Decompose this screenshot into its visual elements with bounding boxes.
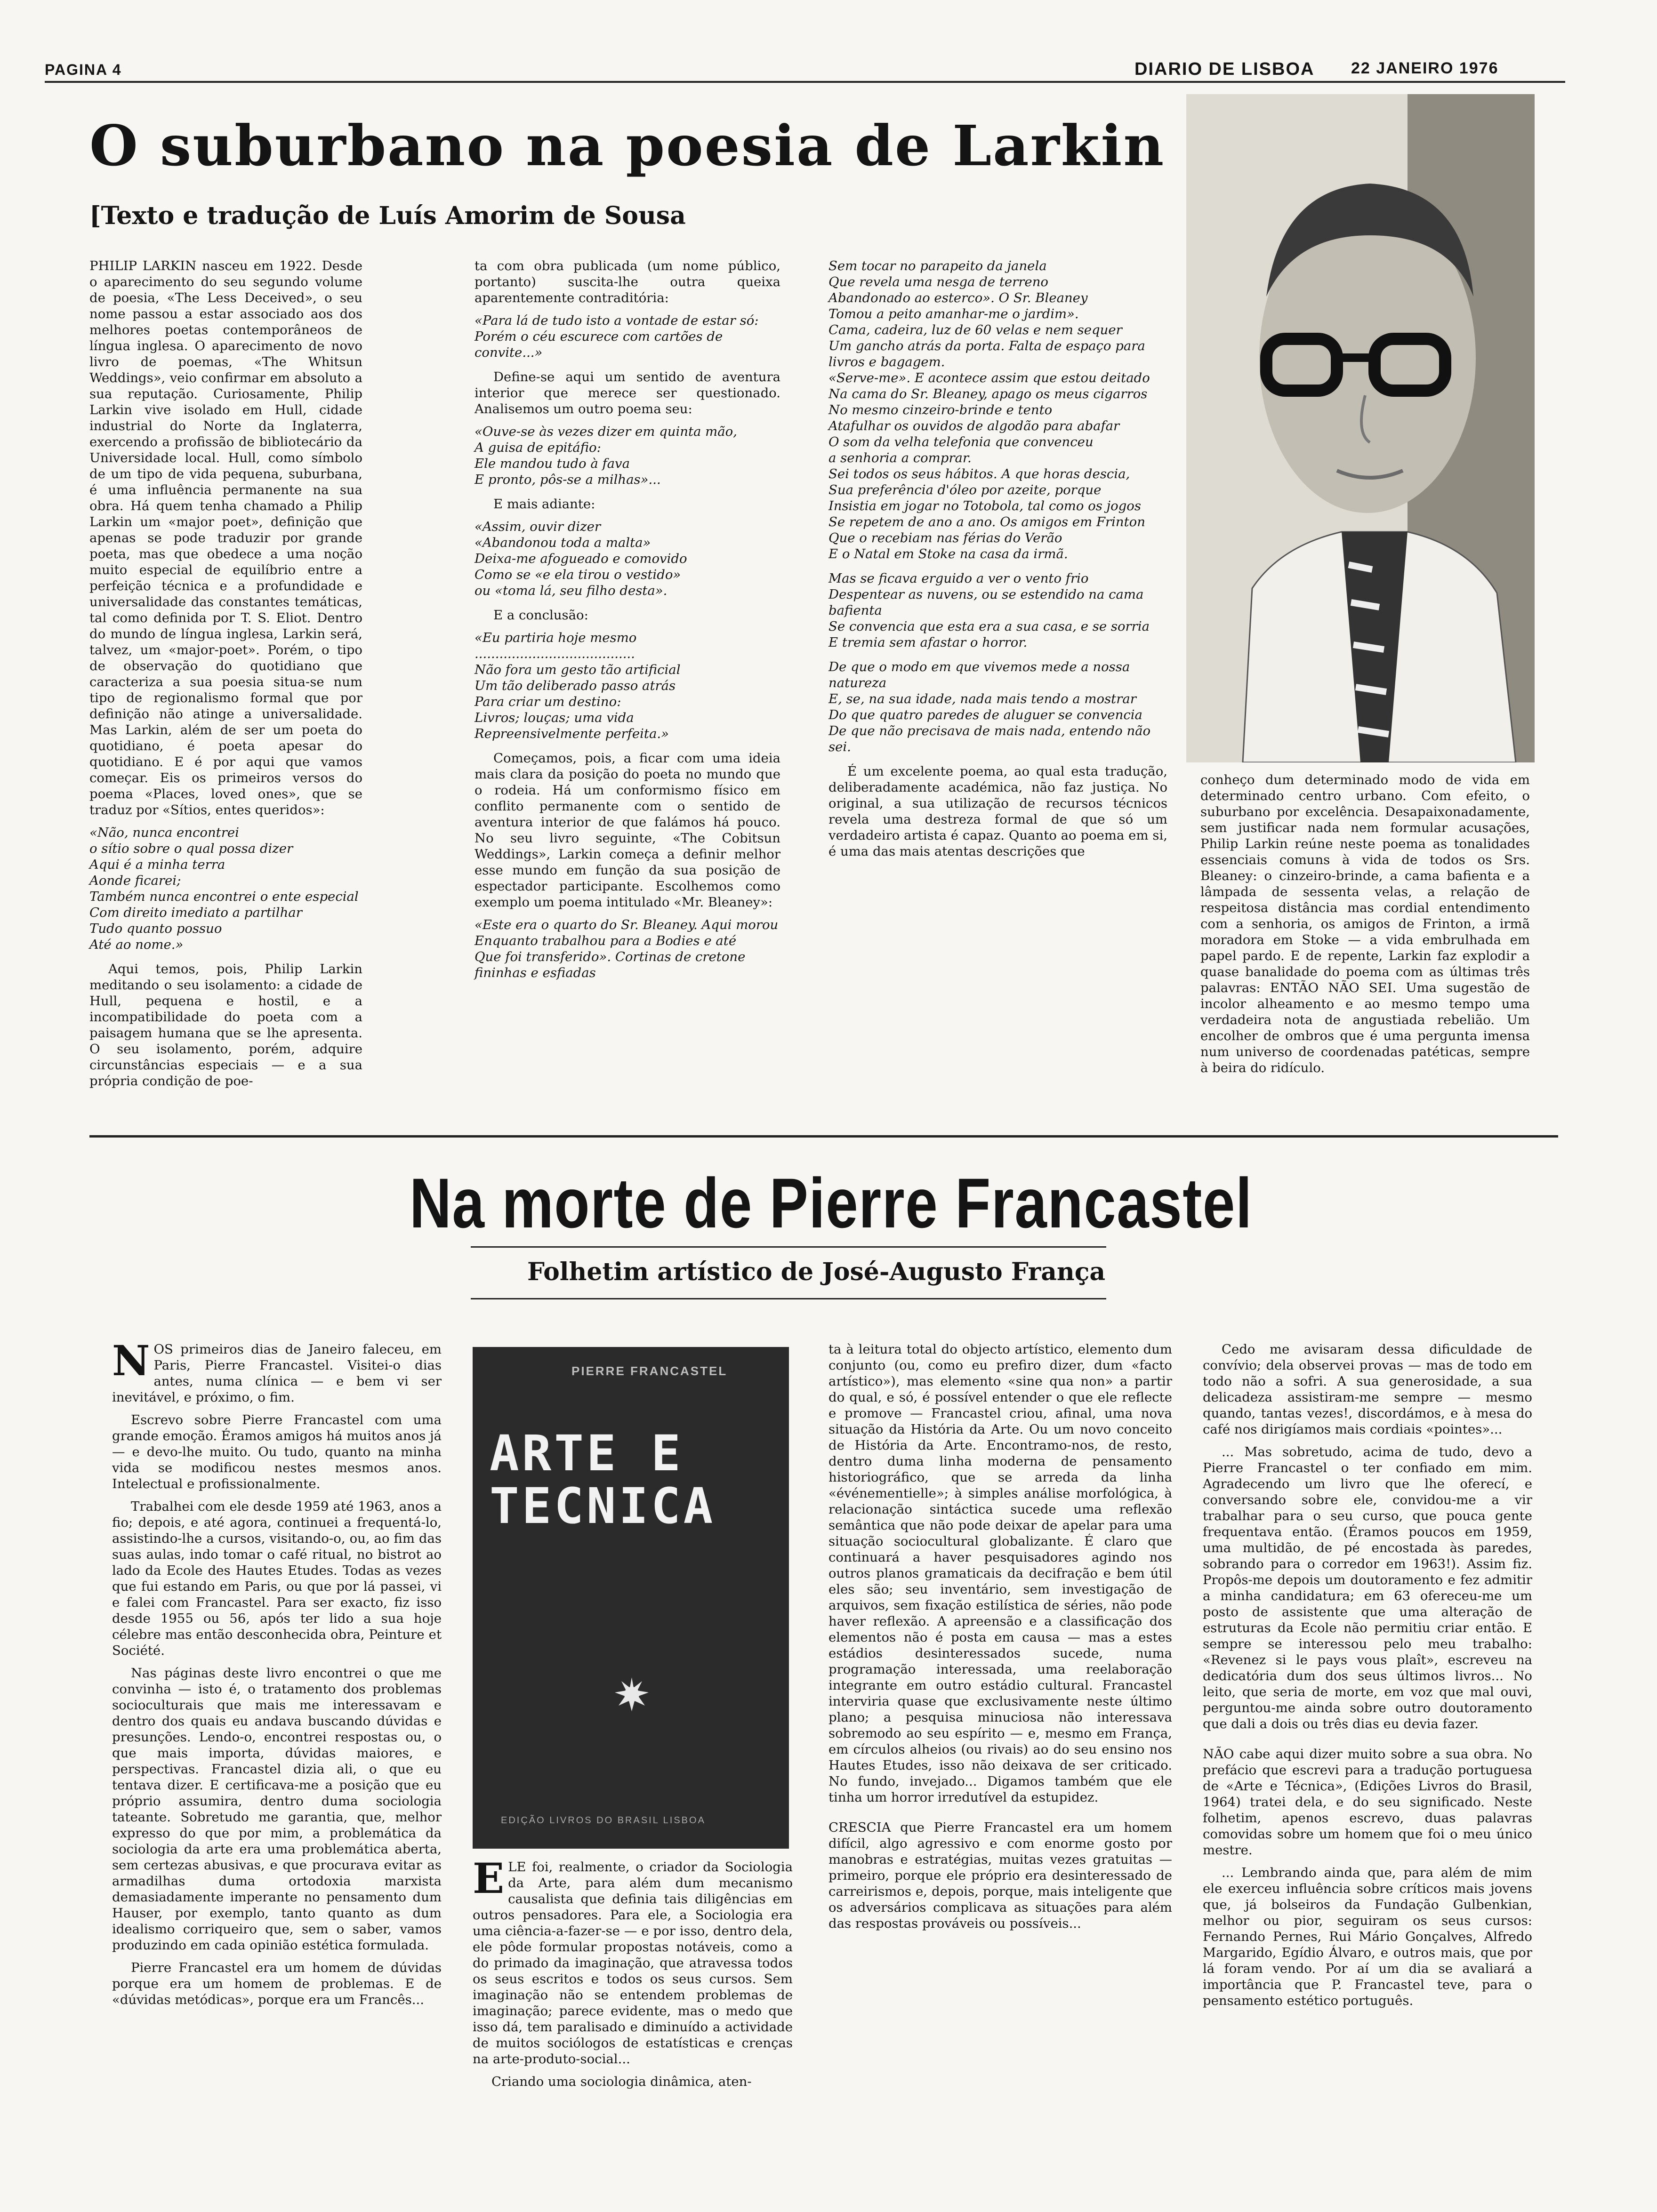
paragraph (112, 1336, 442, 1405)
book-cover-arte-e-tecnica (473, 1347, 789, 1849)
paragraph: Cedo me avisaram dessa dificuldade de convívio; dela observei provas — mas de todo em todo não a sofri. A sua generosidade, a sua delicadeza assistiram-me sempre — mesmo quando, tantas vezes!, discordámos, e à mesa do café nos dirigíamos mais cordiais «pointes»... (1203, 1342, 1532, 1437)
byline-rule-top (471, 1246, 1106, 1248)
paragraph: É um excelente poema, ao qual esta tradução, deliberadamente académica, não faz justiça. No original, a sua utilização de recursos técnicos revela uma destreza formal de que só um verdadeiro artista é capaz. Quanto ao poema em si, é uma das mais atentas descrições que (828, 764, 1167, 859)
paragraph: ... Lembrando ainda que, para além de mim ele exerceu influência sobre críticos mais jovens que, já bolseiros da Fundação Gulbenkian, melhor ou pior, seguiram os seus cursos: Fernando Pernes, Rui Mário Gonçalves, Alfredo Margarido, Egídio Álvaro, e outros mais, que por lá foram vendo. Por aí um dia se avaliará a importância que P. Francastel teve, para o pensamento estético português. (1203, 1865, 1532, 2008)
poem-excerpt: Sem tocar no parapeito da janela Que revela uma nesga de terreno Abandonado ao esterco». O Sr. Bleaney Tomou a peito amanhar-me o jardim». Cama, cadeira, luz de 60 velas e nem sequer Um gancho atrás da porta. Falta de espaço para livros e bagagem. «Serve-me». E acontece assim que estou deitado Na cama do Sr. Bleaney, apago os meus cigarros No mesmo cinzeiro-brinde e tento Atafulhar os ouvidos de algodão para abafar O som da velha telefonia que convenceu a senhoria a comprar. Sei todos os seus hábitos. A que horas descia, Sua preferência d'óleo por azeite, porque Insistia em jogar no Totobola, tal como os jogos Se repetem de ano a ano. Os amigos em Frinton Que o recebiam nas férias do Verão E o Natal em Stoke na casa da irmã. (828, 258, 1150, 561)
article2-title: Na morte de Pierre Francastel (410, 1163, 1253, 1242)
article2-column-3 (828, 1341, 1172, 1938)
header-rule (45, 81, 1565, 83)
ornament-emblem (614, 1676, 650, 1712)
article1-column-1 (89, 258, 362, 1096)
portrait-illustration (1186, 94, 1535, 762)
paragraph: E mais adiante: (493, 497, 595, 512)
article1-title: O suburbano na poesia de Larkin (89, 113, 1166, 178)
paragraph: Nas páginas deste livro encontrei o que me convinha — isto é, o tratamento dos problemas socioculturais que mais me interessavam e dentro dos quais eu andava buscando dúvidas e presunções. Lendo-o, encontrei respostas ou, o que mais importa, dúvidas maiores, e perspectivas. Francastel dizia ali, o que eu tentava dizer. E certificava-me a posição que eu próprio assumira, dentro duma sociologia tateante. Sobretudo me garantia, que, melhor expresso do que por mim, a problemática da sociologia da arte era uma problemática aberta, sem certezas abusivas, e que procurava evitar as armadilhas duma ortodoxia marxista demasiadamente imperante no pensamento dum Hauser, por exemplo, tanto quanto as dum idealismo corriqueiro que, sem o saber, vamos produzindo em cada opinião estética formulada. (112, 1666, 442, 1953)
paragraph: Criando uma sociologia dinâmica, aten- (491, 2074, 752, 2089)
article2-column-2 (473, 1854, 793, 2096)
issue-date: 22 JANEIRO 1976 (1351, 59, 1499, 77)
paragraph: Aqui temos, pois, Philip Larkin meditando o seu isolamento: a cidade de Hull, pequena e hostil, e a incompatibilidade do poeta com a paisagem humana que se lhe apresenta. O seu isolamento, porém, adquire circunstâncias especiais — e a sua própria condição de poe- (89, 962, 362, 1089)
paragraph-text: OS primeiros dias de Janeiro faleceu, em Paris, Pierre Francastel. Visitei-o dias antes, numa clínica — e bem vi ser inevitável, e próximo, o fim. (112, 1342, 442, 1405)
paragraph-text: LE foi, realmente, o criador da Sociologia da Arte, para além dum mecanismo causalista que definia tais diligências em outros pensadores. Para ele, a Sociologia era uma ciência-a-fazer-se — e por isso, dentro dela, ele pôde formular propostas notáveis, como a do primado da imaginação, que atravessa todos os seus escritos e todos os seus cursos. Sem imaginação não se entendem problemas de imaginação; parece evidente, mas o medo que isso dá, tem paralisado e diminuído a actividade de muitos sociólogos de estatísticas e crenças na arte-produto-social... (473, 1859, 793, 2067)
page-number: PAGINA 4 (45, 61, 122, 78)
article1-column-4 (1200, 772, 1530, 1082)
drop-cap: N (112, 1336, 150, 1385)
poem-excerpt: «Não, nunca encontrei o sítio sobre o qual possa dizer Aqui é a minha terra Aonde ficarei; Também nunca encontrei o ente especial Com direito imediato a partilhar Tudo quanto possuo Até ao nome.» (89, 825, 359, 952)
article2-column-1 (112, 1336, 442, 2014)
newspaper-name: DIARIO DE LISBOA (1134, 59, 1315, 79)
paragraph: Pierre Francastel era um homem de dúvidas porque era um homem de problemas. E de «dúvidas metódicas», porque era um Francês... (112, 1960, 442, 2007)
paragraph: ... Mas sobretudo, acima de tudo, devo a Pierre Francastel o ter confiado em mim. Agradecendo um livro que lhe oferecí, e conversando sobre ele, convidou-me a vir trabalhar para o seu curso, que pouca gente frequentava então. (Éramos poucos em 1959, uma multidão, de pé encostada às paredes, sobrando para o corredor em 1963!). Assim fiz. Propôs-me depois um doutoramento e fez admitir a minha candidatura; em 63 ofereceu-me um posto de assistente que uma alteração de estruturas da Ecole não permitiu criar então. E sempre se interessou pelo meu trabalho: «Revenez si le pays vous plaît», escreveu na dedicatória dum dos seus últimos livros... No leito, que seria de morte, em voz que mal ouvi, perguntou-me ainda sobre outro doutoramento que dali a dois ou três dias eu devia fazer. (1203, 1444, 1532, 1731)
section-divider (89, 1135, 1558, 1138)
article1-column-2 (475, 258, 780, 989)
paragraph: Trabalhei com ele desde 1959 até 1963, anos a fio; depois, e até agora, continuei a frequentá-lo, assistindo-lhe a cursos, visitando-o, ou, ao fim das suas aulas, indo tomar o café ritual, no bistrot ao lado da Ecole des Hautes Etudes. Todas as vezes que fui estando em Paris, ou que por lá passei, vi e falei com Francastel. Para ser exacto, fiz isso desde 1955 ou 56, após ter lido a sua hoje célebre mas então desconhecida obra, Peinture et Société. (112, 1499, 442, 1658)
poem-excerpt: «Este era o quarto do Sr. Bleaney. Aqui morou Enquanto trabalhou para a Bodies e até Que foi transferido». Cortinas de cretone fininhas e esfiadas (475, 917, 779, 980)
paragraph (473, 1854, 793, 2067)
paragraph: Define-se aqui um sentido de aventura interior que merece ser questionado. Analisemos um outro poema seu: (475, 369, 780, 417)
paragraph: NÃO cabe aqui dizer muito sobre a sua obra. No prefácio que escrevi para a tradução portuguesa de «Arte e Técnica», (Edições Livros do Brasil, 1964) tratei dela, e do seu significado. Neste folhetim, apenos escrevo, duas palavras comovidas sobre um homem que foi o meu único mestre. (1203, 1747, 1532, 1858)
poem-excerpt: «Ouve-se às vezes dizer em quinta mão, A guisa de epitáfio: Ele mandou tudo à fava E pronto, pôs-se a milhas»... (475, 424, 737, 487)
poem-excerpt: «Assim, ouvir dizer «Abandonou toda a malta» Deixa-me afogueado e comovido Como se «e ela tirou o vestido» ou «toma lá, seu filho desta». (475, 519, 687, 598)
paragraph: E a conclusão: (493, 608, 588, 623)
book-author: PIERRE FRANCASTEL (571, 1364, 728, 1378)
paragraph: Começamos, pois, a ficar com uma ideia mais clara da posição do poeta no mundo que o rodeia. Há um conformismo físico em conflito permanente com o sentido de aventura interior de que falámos há pouco. No seu livro seguinte, «The Cobitsun Weddings», Larkin começa a definir melhor esse mundo em função da sua posição de espectador participante. Escolhemos como exemplo um poema intitulado «Mr. Bleaney»: (475, 751, 780, 910)
paragraph: conheço dum determinado modo de vida em determinado centro urbano. Com efeito, o suburbano por excelência. Desapaixonadamente, sem justificar nada nem formular acusações, Philip Larkin reúne neste poema as tonalidades essenciais comuns à vida de todos os Srs. Bleaney: o cinzeiro-brinde, a cama bafienta e a lâmpada de sessenta velas, a relação de respeitosa distância mas cordial entendimento com a senhoria, os amigos de Frinton, a irmã moradora em Stoke — a vida embrulhada em papel pardo. E de repente, Larkin faz explodir a quase banalidade do poema com as últimas três palavras: ENTÃO NÃO SEI. Uma sugestão de incolor alheamento e ao mesmo tempo uma verdadeira nota de angustiada rebelião. Um encolher de ombros que é uma pergunta imensa num universo de coordenadas patéticas, sempre à beira do ridículo. (1200, 772, 1530, 1075)
poem-excerpt: «Para lá de tudo isto a vontade de estar só: Porém o céu escurece com cartões de convite...» (475, 313, 759, 360)
poem-excerpt: Mas se ficava erguido a ver o vento frio Despentear as nuvens, ou se estendido na cama bafienta Se convencia que esta era a sua casa, e se sorria E tremia sem afastar o horror. (828, 571, 1150, 650)
paragraph: ta com obra publicada (um nome público, portanto) suscita-lhe outra queixa aparentemente contraditória: (475, 258, 780, 305)
portrait-photo-larkin (1186, 94, 1535, 762)
paragraph: CRESCIA que Pierre Francastel era um homem difícil, algo agressivo e com enorme gosto por manobras e estratégias, muitas vezes gratuitas — primeiro, porque ele próprio era desinteressado de carreirismos e, depois, porque, mais inteligente que os adversários complicava as situações para além das respostas prováveis ou possíveis... (828, 1820, 1172, 1931)
paragraph: PHILIP LARKIN nasceu em 1922. Desde o aparecimento do seu segundo volume de poesia, «The Less Deceived», o seu nome passou a estar associado aos dos melhores poetas contemporâneos de língua inglesa. O aparecimento de novo livro de poemas, «The Whitsun Weddings», veio confirmar em absoluto a sua reputação. Curiosamente, Philip Larkin vive isolado em Hull, cidade industrial do Norte da Inglaterra, exercendo a profissão de bibliotecário da Universidade local. Hull, como símbolo de um tipo de vida pequena, suburbana, é uma influência permanente na sua obra. Há quem tenha chamado a Philip Larkin um «major poet», definição que apenas se pode traduzir por grande poeta, mas que obedece a uma noção muito especial de equilíbrio entre a perfeição técnica e a profundidade e universalidade das constantes temáticas, tal como definida por T. S. Eliot. Dentro do mundo de língua inglesa, Larkin será, talvez, um «major-poet». Porém, o tipo de observação do quotidiano que caracteriza a sua poesia situa-se num tipo de regionalismo formal que por definição não atinge a universalidade. Mas Larkin, além de ser um poeta do quotidiano, é poeta apesar do quotidiano. E é por aqui que vamos começar. Eis os primeiros versos do poema «Places, loved ones», que se traduz por «Sítios, entes queridos»: (89, 258, 362, 817)
byline-rule-bottom (471, 1298, 1106, 1299)
paragraph: ta à leitura total do objecto artístico, elemento dum conjunto (ou, como eu prefiro dizer, dum «facto artístico»), mas elemento «sine qua non» a partir do qual, e só, é possível entender o que ele reflecte e promove — Francastel criou, afinal, uma nova situação da História da Arte. Ou um novo conceito de História da Arte. Encontramo-nos, de resto, dentro duma linha moderna de pensamento historiográfico, que se arreda da linha «événementielle»; à simples análise morfológica, à relacionação sintáctica sucede uma reflexão semântica que não pode deixar de apelar para uma situação sociocultural globalizante. É claro que continuará a haver pesquisadores agindo nos outros planos gramaticais da decifração e bem útil eles são; seu inventário, sem investigação de arquivos, sem fixação estilística de séries, não pode haver reflexão. A apreensão e a classificação dos elementos não é posta em causa — mas a estes estádios desinteressados sucede, numa programação interessada, uma reelaboração integrante em outro estádio cultural. Francastel interviria quase que exclusivamente neste último plano; a pesquisa minuciosa não interessava sobremodo ao seu espírito — e, mesmo em França, em círculos alheios (ou rivais) ao do seu ensino nos Hautes Etudes, isso não deixava de ser criticado. No fundo, invejado... Digamos também que ele tinha um horror irredutível da estupidez. (828, 1342, 1172, 1805)
article1-byline: [Texto e tradução de Luís Amorim de Sousa (89, 201, 686, 230)
article2-byline: Folhetim artístico de José-Augusto França (527, 1258, 1106, 1286)
article1-column-3 (828, 258, 1167, 866)
poem-excerpt: «Eu partiria hoje mesmo ....................................... Não fora um gesto tão artificial Um tão deliberado passo atrás Para criar um destino: Livros; louças; uma vida Repreensivelmente perfeita.» (475, 630, 681, 741)
paragraph: Escrevo sobre Pierre Francastel com uma grande emoção. Éramos amigos há muitos anos já — e devo-lhe muito. Ou tudo, quanto na minha vida se modificou nestes mesmos anos. Intelectual e profissionalmente. (112, 1412, 442, 1491)
drop-cap: E (473, 1854, 505, 1903)
book-title: ARTE E TECNICA (490, 1425, 716, 1535)
poem-excerpt: De que o modo em que vivemos mede a nossa natureza E, se, na sua idade, nada mais tendo a mostrar Do que quatro paredes de aluguer se convencia De que não precisava de mais nada, entendo não sei. (828, 659, 1151, 754)
article2-column-4 (1203, 1341, 1532, 2015)
book-publisher: EDIÇÃO LIVROS DO BRASIL LISBOA (501, 1815, 706, 1826)
